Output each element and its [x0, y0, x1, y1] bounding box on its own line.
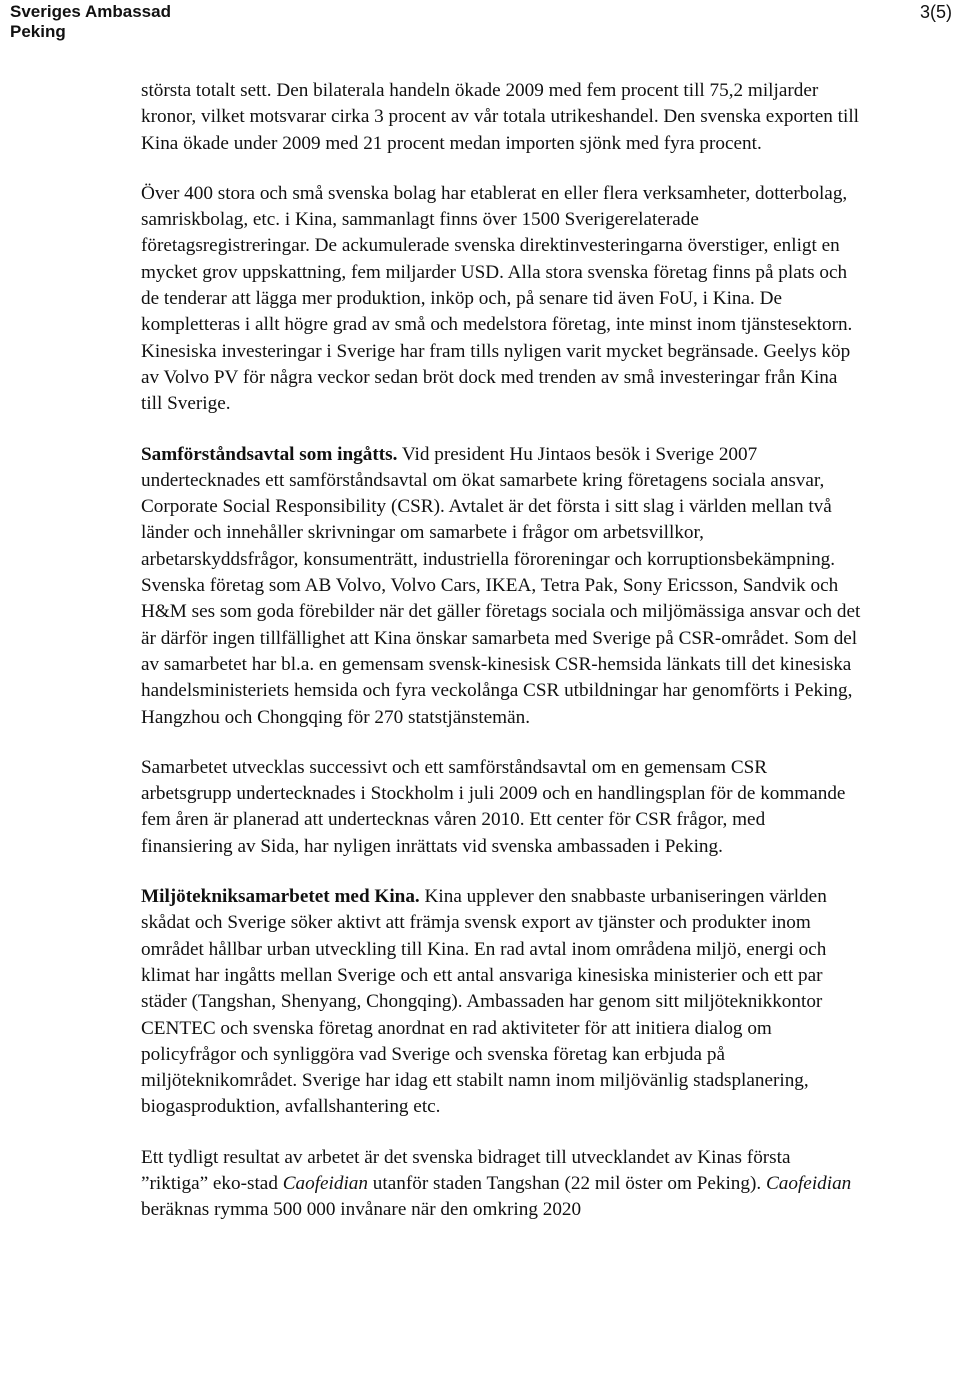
section-heading-csr: Samförståndsavtal som ingåtts.: [141, 443, 398, 465]
eco-city-text-a: Ett tydligt resultat av arbetet är det svenska bidraget till utvecklandet av Kinas första ”riktiga” eko-stad: [141, 1146, 791, 1194]
paragraph-investments: Över 400 stora och små svenska bolag har etablerat en eller flera verksamheter, dotterbolag, samriskbolag, etc. i Kina, sammanlagt finns över 1500 Sverigerelaterade företagsregistreringar. De ackumulerade svenska direktinvesteringarna överstiger, enligt en mycket grov uppskattning, fem miljarder USD. Alla stora svenska företag finns på plats och de tenderar att lägga mer produktion, inköp och, på senare tid även FoU, i Kina. De kompletteras i allt högre grad av små och medelstora företag, inte minst inom tjänstesektorn. Kinesiska investeringar i Sverige har fram tills nyligen varit mycket begränsade. Geelys köp av Volvo PV för några veckor sedan bröt dock med trenden av små investeringar från Kina till Sverige.: [141, 182, 853, 415]
paragraph-environment-text: Kina upplever den snabbaste urbaniseringen världen skådat och Sverige söker aktivt att främja svensk export av tjänster och produkter inom området hållbar urban utveckling till Kina. En rad avtal inom områdena miljö, energi och klimat har ingåtts mellan Sverige och ett antal ansvariga kinesiska ministerier och ett par städer (Tangshan, Shenyang, Chongqing). Ambassaden har genom sitt miljöteknikkontor CENTEC och svenska företag anordnat en rad aktiviteter för att initiera dialog om policyfrågor och synliggöra vad Sverige och svenska företag kan erbjuda på miljöteknikområdet. Sverige har idag ett stabilt namn inom miljövänlig stadsplanering, biogasproduktion, avfallshantering etc.: [141, 886, 827, 1118]
paragraph-environment: [141, 884, 861, 1121]
section-heading-environment: Miljötekniksamarbetet med Kina.: [141, 886, 420, 908]
page-header: [10, 2, 171, 42]
document-body: [141, 78, 861, 1248]
eco-city-name-2: Caofeidian: [765, 1172, 852, 1194]
paragraph-trade: största totalt sett. Den bilaterala handeln ökade 2009 med fem procent till 75,2 miljarder kronor, vilket motsvarar cirka 3 procent av vår totala utrikeshandel. Den svenska exporten till Kina ökade under 2009 med 21 procent medan importen sjönk med fyra procent.: [141, 80, 859, 154]
header-city: Peking: [10, 22, 66, 41]
header-org: Sveriges Ambassad: [10, 2, 171, 21]
paragraph-csr-agreement: [141, 442, 861, 731]
paragraph-csr-text: Vid president Hu Jintaos besök i Sverige 2007 undertecknades ett samförståndsavtal om ökat samarbete kring företagens sociala ansvar, Corporate Social Responsibility (CSR). Avtalet är det första i sitt slag i världen mellan två länder och innehåller skrivningar om samarbete i frågor om arbetsvillkor, arbetarskyddsfrågor, konsumenträtt, industriella föroreningar och korruptionsbekämpning. Svenska företag som AB Volvo, Volvo Cars, IKEA, Tetra Pak, Sony Ericsson, Sandvik och H&M ses som goda förebilder när det gäller företags sociala och miljömässiga ansvar och det är därför ingen tillfällighet att Kina önskar samarbeta med Sverige på CSR-området. Som del av samarbetet har bl.a. en gemensam svensk-kinesisk CSR-hemsida länkats till det kinesiska handelsministeriets hemsida och fyra veckolånga CSR utbildningar har genomförts i Peking, Hangzhou och Chongqing för 270 statstjänstemän.: [141, 443, 861, 728]
eco-city-text-c: beräknas rymma 500 000 invånare när den omkring 2020: [141, 1199, 582, 1221]
eco-city-text-b: utanför staden Tangshan (22 mil öster om Peking).: [368, 1172, 766, 1194]
paragraph-csr-cooperation: Samarbetet utvecklas successivt och ett samförståndsavtal om en gemensam CSR arbetsgrupp undertecknades i Stockholm i juli 2009 och en handlingsplan för de kommande fem åren är planerad att undertecknas våren 2010. Ett center för CSR frågor, med finansiering av Sida, har nyligen inrättats vid svenska ambassaden i Peking.: [141, 756, 846, 857]
paragraph-eco-city: [141, 1145, 861, 1224]
eco-city-name-1: Caofeidian: [282, 1172, 368, 1194]
page-number: 3(5): [919, 2, 952, 22]
